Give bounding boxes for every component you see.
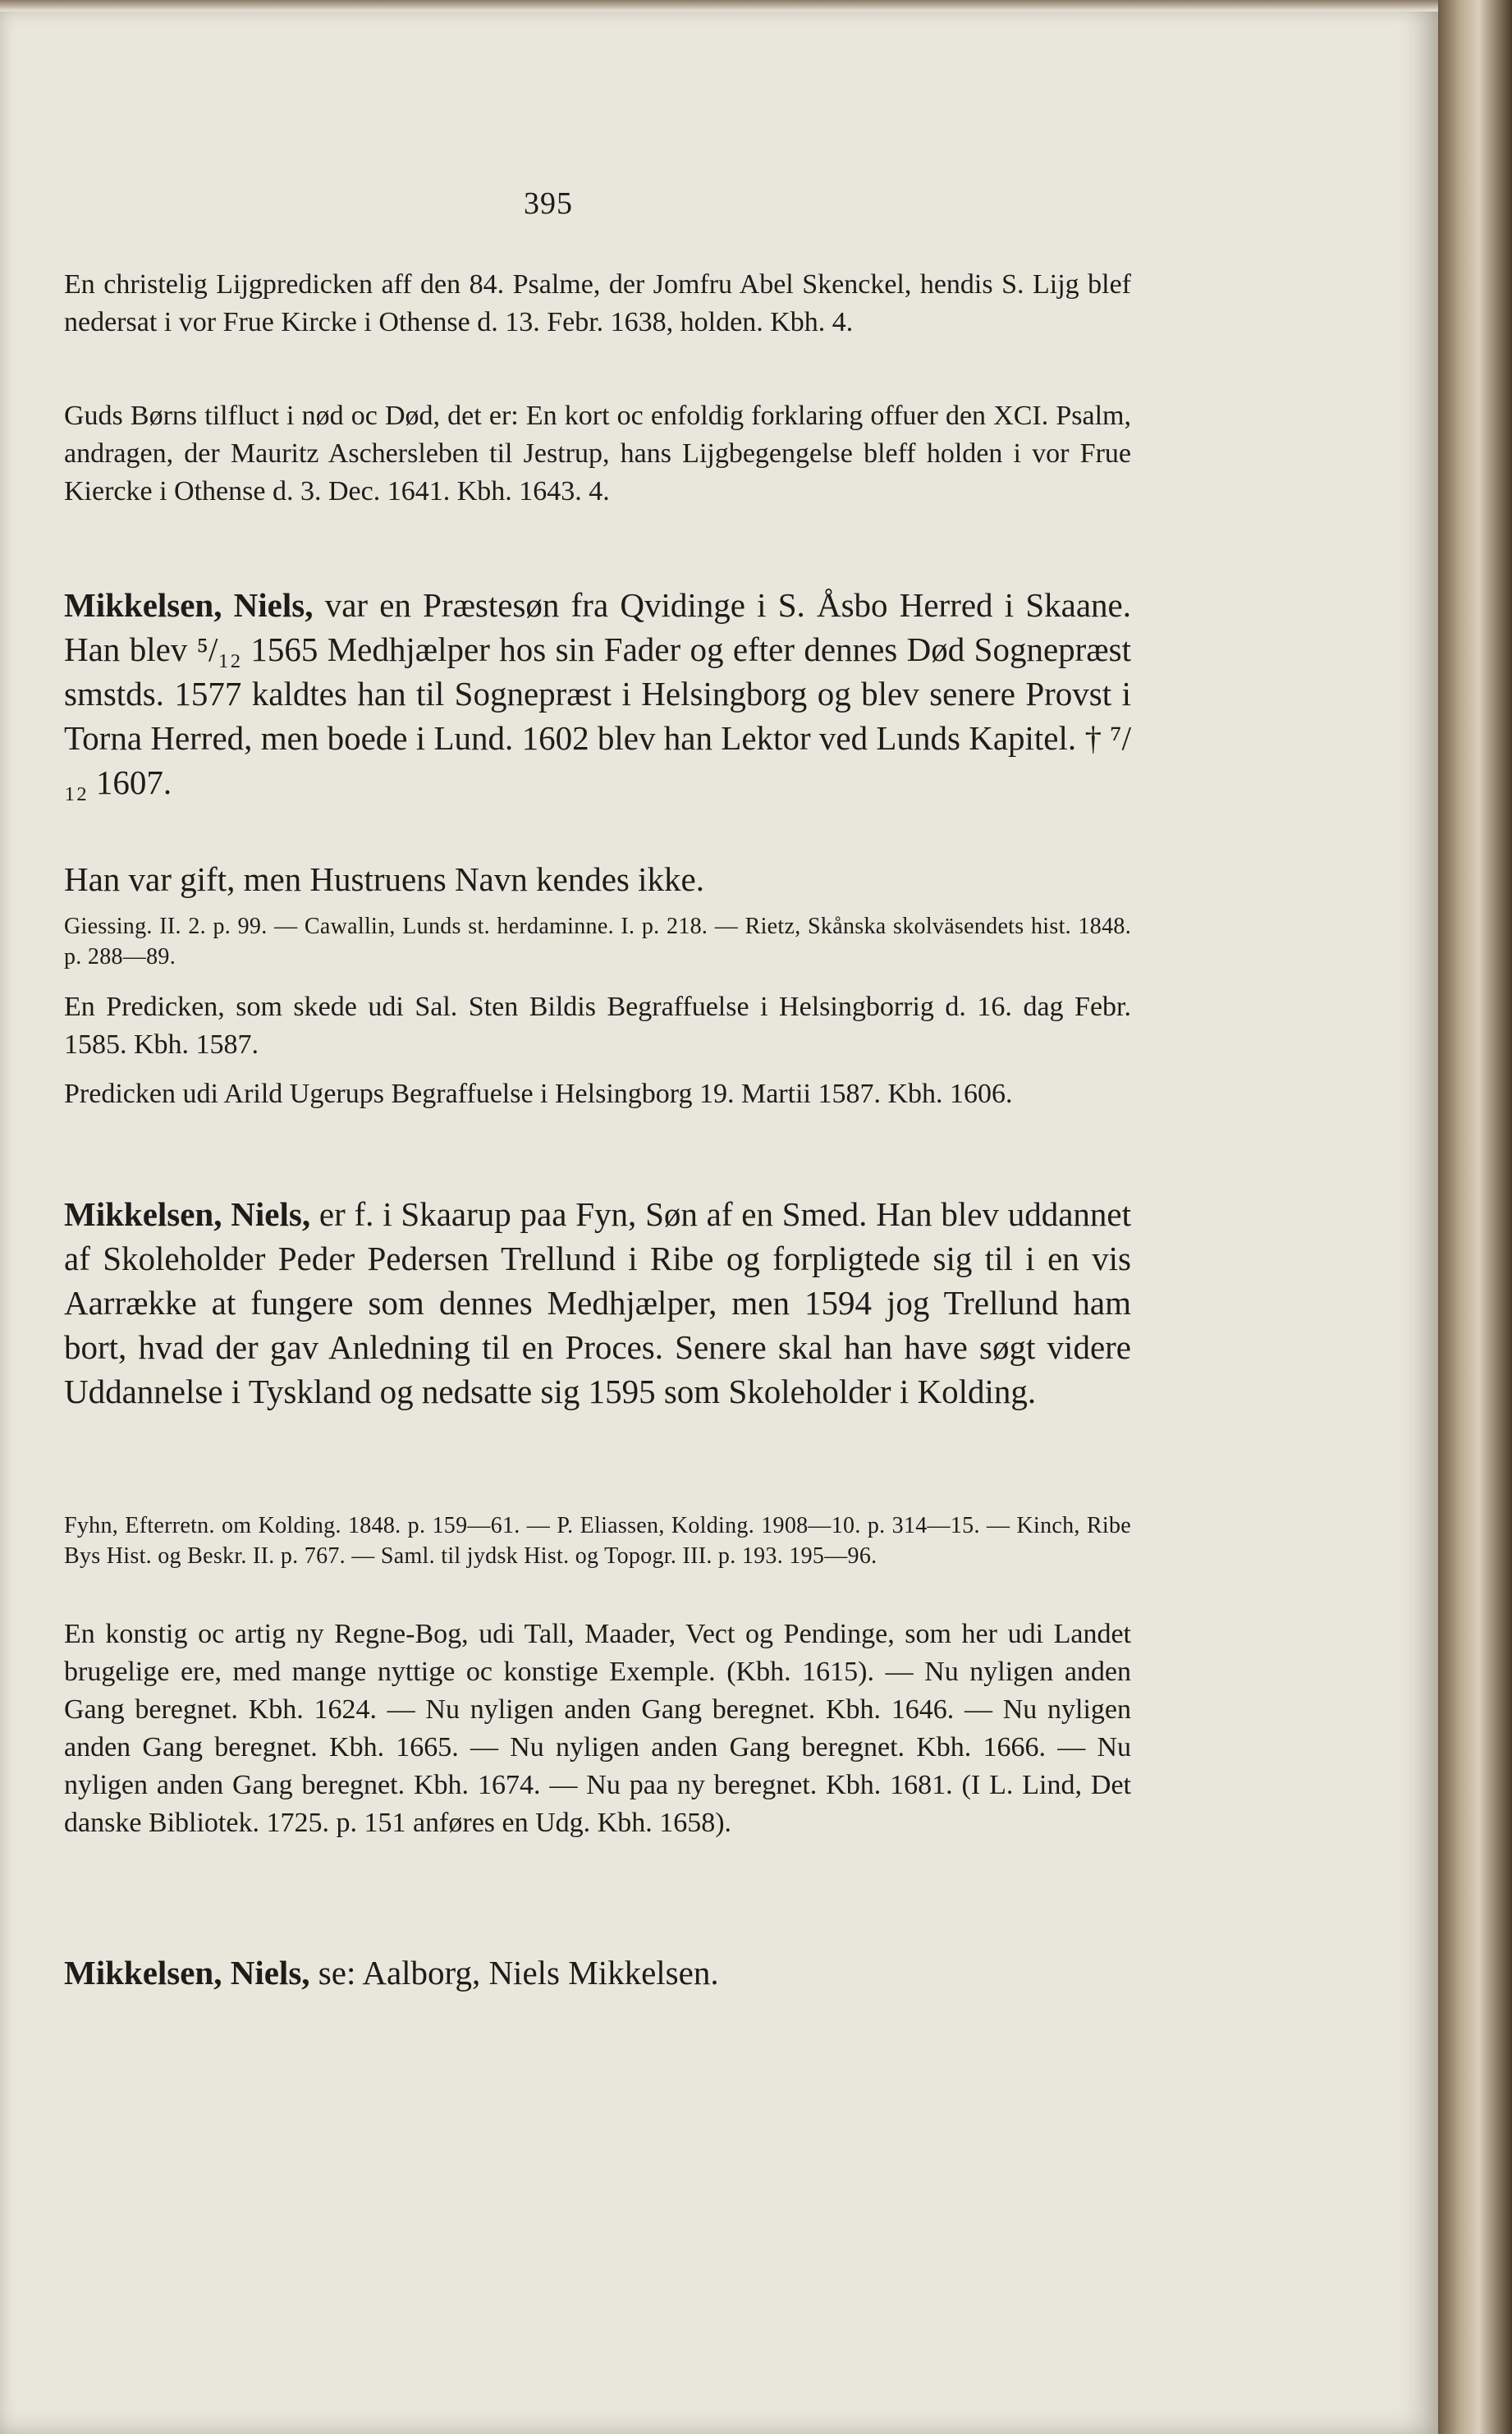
entry-guds-borns: Guds Børns tilfluct i nød oc Død, det er: En kort oc enfoldig forklaring offuer den XCI. Psalm, andragen, der Mauritz Aschersleben til Jestrup, hans Lijgbegengelse bleff holden i vor Frue Kiercke i Othense d. 3. Dec. 1641. Kbh. 1643. 4.	[64, 401, 1131, 507]
cross-reference-name: Mikkelsen, Niels,	[64, 1954, 310, 1992]
page-number: 395	[524, 186, 573, 221]
page-top-edge	[0, 0, 1438, 11]
biography-2-name: Mikkelsen, Niels,	[64, 1195, 311, 1233]
cross-reference	[64, 1950, 1131, 1995]
entry-christelig: En christelig Lijgpredicken aff den 84. Psalme, der Jomfru Abel Skenckel, hendis S. Lijg blef nedersat i vor Frue Kircke i Othense d. 13. Febr. 1638, holden. Kbh. 4.	[64, 269, 1131, 337]
biography-2	[64, 1192, 1131, 1414]
biography-1-work-2: Predicken udi Arild Ugerups Begraffuelse i Helsingborg 19. Martii 1587. Kbh. 1606.	[64, 1079, 1013, 1109]
biography-2-references: Fyhn, Efterretn. om Kolding. 1848. p. 159—61. — P. Eliassen, Kolding. 1908—10. p. 314—15. — Kinch, Ribe Bys Hist. og Beskr. II. p. 767. — Saml. til jydsk Hist. og Topogr. III. p. 193. 195—96.	[64, 1513, 1131, 1569]
biography-1-text: var en Præstesøn fra Qvidinge i S. Åsbo Herred i Skaane. Han blev ⁵/₁₂ 1565 Medhjælper hos sin Fader og efter dennes Død Sognepræst smstds. 1577 kaldtes han til Sognepræst i Helsingborg og blev senere Provst i Torna Herred, men boede i Lund. 1602 blev han Lektor ved Lunds Kapitel. † ⁷/₁₂ 1607.	[64, 586, 1131, 801]
page-spine-edge	[1438, 0, 1512, 2434]
cross-reference-text: se: Aalborg, Niels Mikkelsen.	[318, 1954, 719, 1992]
biography-2-work-1: En konstig oc artig ny Regne-Bog, udi Tall, Maader, Vect og Pendinge, som her udi Landet brugelige ere, med mange nyttige oc konstige Exemple. (Kbh. 1615). — Nu nyligen anden Gang beregnet. Kbh. 1624. — Nu nyligen anden Gang beregnet. Kbh. 1646. — Nu nyligen anden Gang beregnet. Kbh. 1665. — Nu nyligen anden Gang beregnet. Kbh. 1666. — Nu nyligen anden Gang beregnet. Kbh. 1674. — Nu paa ny beregnet. Kbh. 1681. (I L. Lind, Det danske Bibliotek. 1725. p. 151 anføres en Udg. Kbh. 1658).	[64, 1619, 1131, 1838]
biography-1-work-1: En Predicken, som skede udi Sal. Sten Bildis Begraffuelse i Helsingborrig d. 16. dag Febr. 1585. Kbh. 1587.	[64, 992, 1131, 1060]
biography-1-marriage: Han var gift, men Hustruens Navn kendes ikke.	[64, 860, 704, 898]
biography-1-name: Mikkelsen, Niels,	[64, 586, 314, 624]
biography-1-references: Giessing. II. 2. p. 99. — Cawallin, Lunds st. herdaminne. I. p. 218. — Rietz, Skånska skolväsendets hist. 1848. p. 288—89.	[64, 914, 1131, 969]
biography-2-text: er f. i Skaarup paa Fyn, Søn af en Smed. Han blev uddannet af Skoleholder Peder Pedersen Trellund i Ribe og forpligtede sig til i en vis Aarrække at fungere som dennes Medhjælper, men 1594 jog Trellund ham bort, hvad der gav Anledning til en Proces. Senere skal han have søgt videre Uddannelse i Tyskland og nedsatte sig 1595 som Skoleholder i Kolding.	[64, 1195, 1131, 1410]
biography-1	[64, 583, 1131, 804]
